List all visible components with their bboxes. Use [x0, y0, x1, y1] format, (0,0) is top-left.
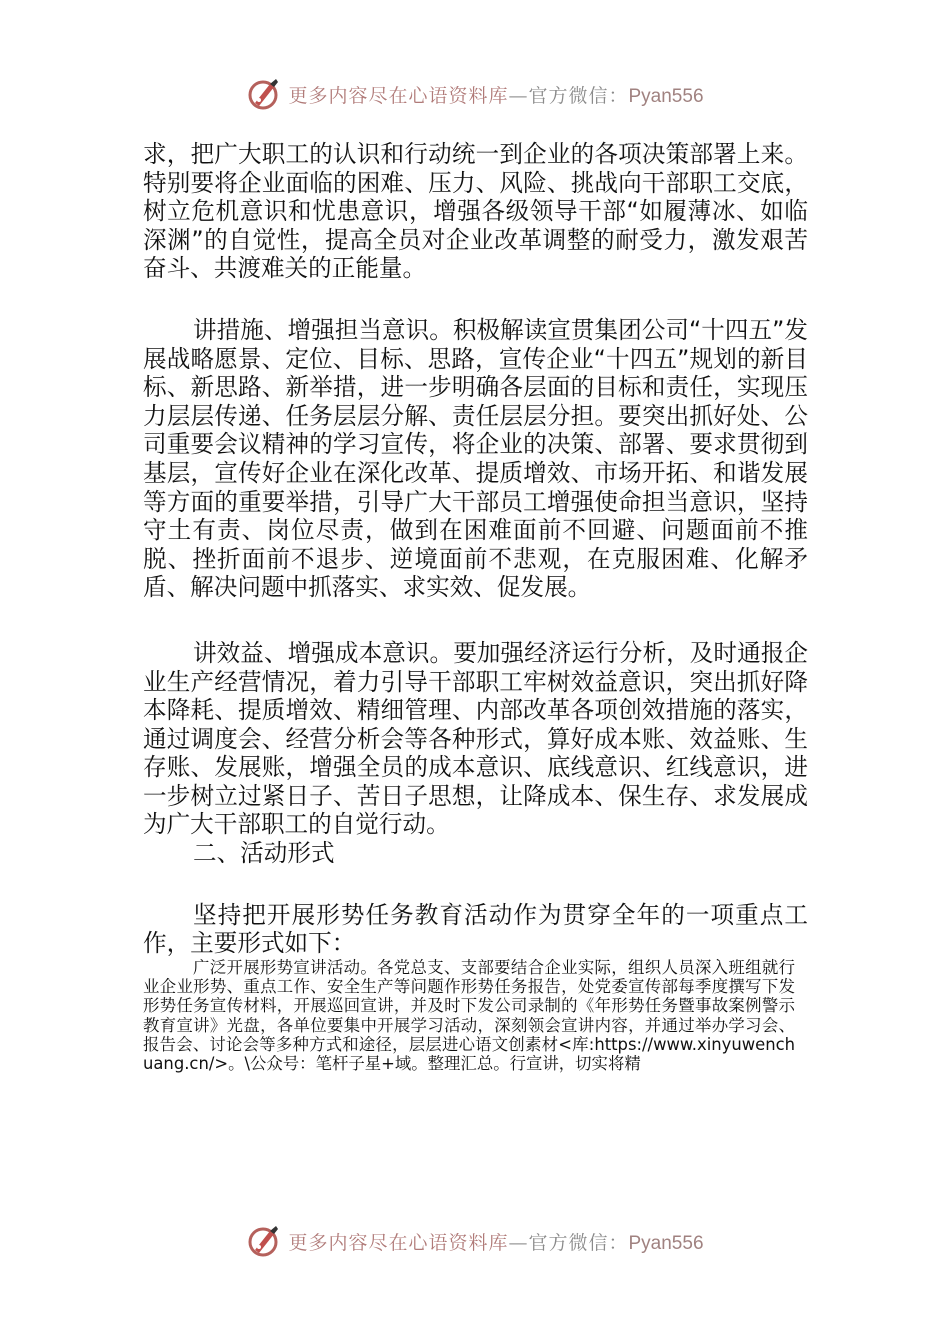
watermark-main-text: 更多内容尽在心语资料库 [288, 84, 509, 107]
watermark-text [288, 1228, 703, 1255]
header-watermark [0, 74, 950, 114]
watermark-wechat-label: 官方微信： [528, 84, 629, 107]
paragraph-2: 讲措施、增强担当意识。积极解读宣贯集团公司“十四五”发展战略愿景、定位、目标、思路，宣传企业“十四五”规划的新目标、新思路、新举措，进一步明确各层面的目标和责任，实现压力层层传递、任务层层分解、责任层层分担。要突出抓好处、公司重要会议精神的学习宣传，将企业的决策、部署、要求贯彻到基层，宣传好企业在深化改革、提质增效、市场开拓、和谐发展等方面的重要举措，引导广大干部员工增强使命担当意识，坚持守土有责、岗位尽责，做到在困难面前不回避、问题面前不推脱、挫折面前不退步、逆境面前不悲观，在克服困难、化解矛盾、解决问题中抓落实、求实效、促发展。 [143, 315, 808, 602]
watermark-main-text: 更多内容尽在心语资料库 [288, 1231, 509, 1254]
pen-nib-circle-logo-icon [246, 76, 282, 112]
watermark-text [288, 81, 703, 108]
watermark-wechat-label: 官方微信： [528, 1231, 629, 1254]
watermark-dash: — [508, 84, 529, 107]
pen-nib-circle-logo-icon [246, 1223, 282, 1259]
footer-watermark [0, 1221, 950, 1261]
section-heading-2: 二、活动形式 [193, 839, 335, 868]
watermark-account: Pyan556 [628, 85, 704, 107]
paragraph-1: 求，把广大职工的认识和行动统一到企业的各项决策部署上来。特别要将企业面临的困难、压力、风险、挑战向干部职工交底，树立危机意识和忧患意识，增强各级领导干部“如履薄冰、如临深渊”的自觉性，提高全员对企业改革调整的耐受力，激发艰苦奋斗、共渡难关的正能量。 [143, 140, 808, 283]
watermark-account: Pyan556 [628, 1232, 704, 1254]
paragraph-3: 讲效益、增强成本意识。要加强经济运行分析，及时通报企业生产经营情况，着力引导干部职工牢树效益意识，突出抓好降本降耗、提质增效、精细管理、内部改革各项创效措施的落实，通过调度会、经营分析会等各种形式，算好成本账、效益账、生存账、发展账，增强全员的成本意识、底线意识、红线意识，进一步树立过紧日子、苦日子思想，让降成本、保生存、求发展成为广大干部职工的自觉行动。 [143, 638, 808, 839]
document-body [143, 140, 808, 1074]
paragraph-4: 坚持把开展形势任务教育活动作为贯穿全年的一项重点工作，主要形式如下： [143, 900, 808, 958]
paragraph-5-small: 广泛开展形势宣讲活动。各党总支、支部要结合企业实际，组织人员深入班组就行业企业形势、重点工作、安全生产等问题作形势任务报告，处党委宣传部每季度撰写下发形势任务宣传材料，开展巡回宣讲，并及时下发公司录制的《年形势任务暨事故案例警示教育宣讲》光盘，各单位要集中开展学习活动，深刻领会宣讲内容，并通过举办学习会、报告会、讨论会等多种方式和途径，层层进心语文创素材<库:https://www.xinyuwenchuang.cn/>。\公众号：笔杆子星+域。整理汇总。行宣讲，切实将精 [143, 957, 795, 1074]
watermark-dash: — [508, 1231, 529, 1254]
